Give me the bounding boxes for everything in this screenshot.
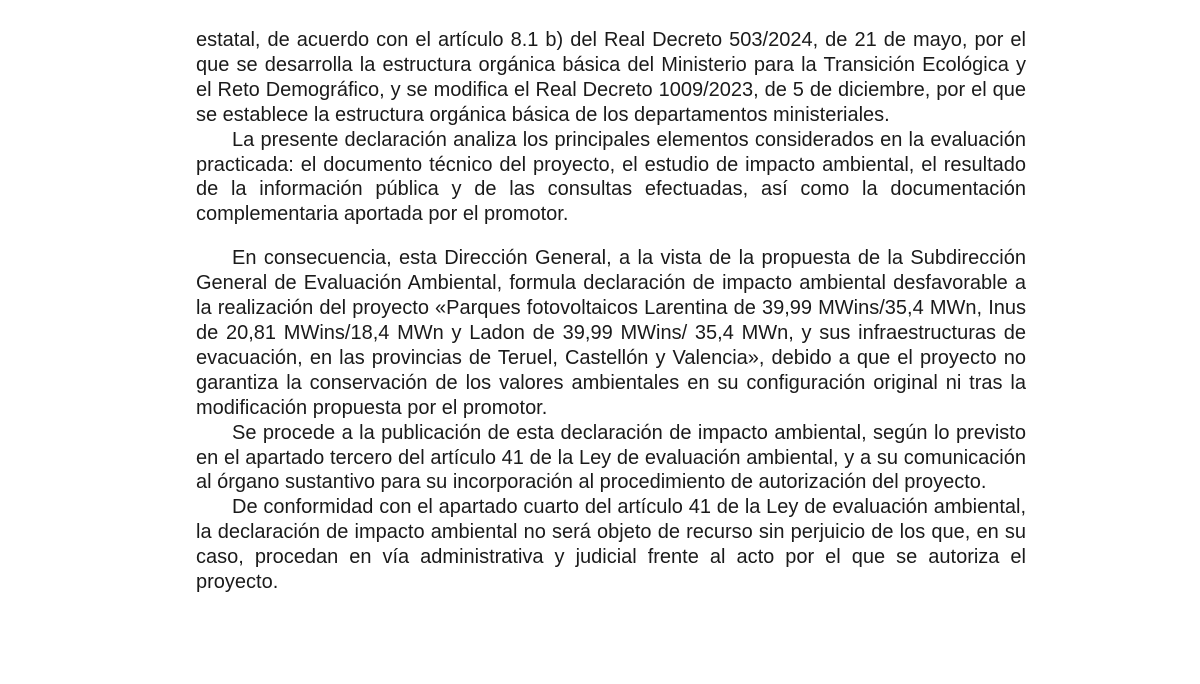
- document-page: [196, 28, 1026, 595]
- paragraph-resolution: En consecuencia, esta Dirección General, a la vista de la propuesta de la Subdirección General de Evaluación Ambiental, formula declaración de impacto ambiental desfavorable a la realización del proyecto «Parques fotovoltaicos Larentina de 39,99 MWins/35,4 MWn, Inus de 20,81 MWins/18,4 MWn y Ladon de 39,99 MWins/ 35,4 MWn, y sus infraestructuras de evacuación, en las provincias de Teruel, Castellón y Valencia», debido a que el proyecto no garantiza la conservación de los valores ambientales en su configuración original ni tras la modificación propuesta por el promotor.: [196, 247, 1026, 419]
- paragraph-publication: Se procede a la publicación de esta declaración de impacto ambiental, según lo previsto en el apartado tercero del artículo 41 de la Ley de evaluación ambiental, y a su comunicación al órgano sustantivo para su incorporación al procedimiento de autorización del proyecto.: [196, 421, 1026, 494]
- paragraph-appeal: De conformidad con el apartado cuarto del artículo 41 de la Ley de evaluación ambiental, la declaración de impacto ambiental no será objeto de recurso sin perjuicio de los que, en su caso, procedan en vía administrativa y judicial frente al acto por el que se autoriza el proyecto.: [196, 496, 1026, 594]
- paragraph-continuation: estatal, de acuerdo con el artículo 8.1 b) del Real Decreto 503/2024, de 21 de mayo, por el que se desarrolla la estructura orgánica básica del Ministerio para la Transición Ecológica y el Reto Demográfico, y se modifica el Real Decreto 1009/2023, de 5 de diciembre, por el que se establece la estructura orgánica básica de los departamentos ministeriales.: [196, 29, 1026, 126]
- paragraph-evaluation-elements: La presente declaración analiza los principales elementos considerados en la evaluación practicada: el documento técnico del proyecto, el estudio de impacto ambiental, el resultado de la información pública y de las consultas efectuadas, así como la documentación complementaria aportada por el promotor.: [196, 128, 1026, 226]
